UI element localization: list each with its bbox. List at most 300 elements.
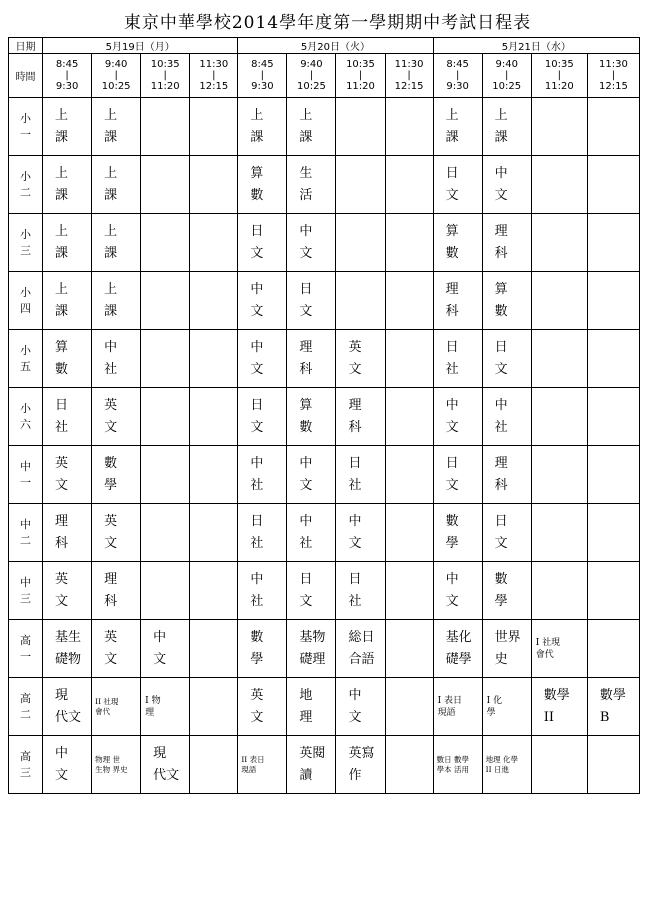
grade-row xyxy=(9,504,640,562)
period-mark: | xyxy=(358,70,363,81)
subject-line: 日 xyxy=(445,339,459,355)
subject-line: 社 xyxy=(348,593,362,609)
grade-row xyxy=(9,98,640,156)
grade-label-part: 一 xyxy=(20,476,32,489)
period-end: 9:30 xyxy=(55,81,79,92)
subject-line: 作 xyxy=(348,767,362,783)
subject-line: 物理 世 xyxy=(95,754,120,764)
grade-row xyxy=(9,620,640,678)
subject-cell xyxy=(433,272,482,330)
subject-cell xyxy=(141,388,190,446)
subject-cell xyxy=(141,330,190,388)
subject-line: 社 xyxy=(55,419,69,435)
time-label: 時間 xyxy=(9,54,43,98)
period-end: 11:20 xyxy=(346,81,375,92)
subject-cell xyxy=(482,736,531,794)
subject-cell xyxy=(336,388,385,446)
subject-line: 基生 xyxy=(55,629,82,645)
subject-line: II 日進 xyxy=(485,764,509,774)
grade-label xyxy=(9,678,43,736)
subject-cell xyxy=(482,620,531,678)
subject-cell xyxy=(141,156,190,214)
period-end: 12:15 xyxy=(199,81,229,92)
subject-cell xyxy=(141,446,190,504)
subject-line: 數 xyxy=(445,513,459,529)
subject-line: 文 xyxy=(250,419,264,435)
subject-cell xyxy=(433,156,482,214)
subject-line: 數 xyxy=(445,245,459,261)
subject-line: 文 xyxy=(445,477,459,493)
subject-cell xyxy=(43,214,92,272)
period-mark: | xyxy=(611,70,616,81)
subject-line: 総日 xyxy=(348,629,375,645)
subject-cell xyxy=(92,388,141,446)
subject-line: II xyxy=(543,709,555,725)
subject-cell xyxy=(141,98,190,156)
subject-line: 社 xyxy=(250,535,264,551)
subject-cell xyxy=(92,504,141,562)
subject-line: 理 xyxy=(55,513,69,529)
subject-cell xyxy=(141,620,190,678)
subject-line: 文 xyxy=(250,361,264,377)
subject-line: 文 xyxy=(55,477,69,493)
subject-cell xyxy=(141,504,190,562)
subject-cell xyxy=(433,214,482,272)
subject-cell xyxy=(587,446,639,504)
grade-label-part: 六 xyxy=(20,418,32,431)
grade-label-part: 二 xyxy=(20,186,32,199)
subject-line: 上 xyxy=(55,223,69,239)
subject-line: 現 xyxy=(55,687,69,703)
subject-line: 課 xyxy=(445,129,459,145)
subject-line: 英閱 xyxy=(299,745,326,761)
subject-cell xyxy=(92,678,141,736)
subject-cell xyxy=(190,98,238,156)
subject-cell xyxy=(190,504,238,562)
subject-line: 英 xyxy=(104,629,118,645)
subject-line: 科 xyxy=(299,361,313,377)
subject-cell xyxy=(43,272,92,330)
subject-cell xyxy=(385,504,433,562)
subject-line: 日 xyxy=(55,397,69,413)
subject-line: 上 xyxy=(445,107,459,123)
period-end: 11:20 xyxy=(544,81,574,92)
period-mark: | xyxy=(455,70,460,81)
period-mark: | xyxy=(557,70,561,81)
subject-line: 理 xyxy=(445,281,459,297)
grade-label-part: 三 xyxy=(20,244,32,257)
subject-line: 學 xyxy=(494,593,508,609)
grade-label xyxy=(9,330,43,388)
subject-line: 文 xyxy=(104,535,118,551)
subject-line: 中 xyxy=(445,397,459,413)
subject-line: 科 xyxy=(348,419,362,435)
period-time xyxy=(482,54,531,98)
subject-cell xyxy=(531,562,587,620)
subject-line: 日 xyxy=(348,455,362,471)
subject-line: 英寫 xyxy=(348,745,375,761)
subject-line: 合語 xyxy=(348,651,375,667)
subject-line: 史 xyxy=(494,651,508,667)
subject-cell xyxy=(43,562,92,620)
period-start: 9:40 xyxy=(495,59,518,70)
subject-cell xyxy=(433,620,482,678)
grade-label-part: 五 xyxy=(20,360,32,373)
schedule-table xyxy=(8,37,640,794)
subject-cell xyxy=(287,504,336,562)
grade-label-part: 中 xyxy=(20,576,32,589)
subject-cell xyxy=(336,446,385,504)
subject-cell xyxy=(287,562,336,620)
subject-cell xyxy=(385,446,433,504)
subject-line: 理 xyxy=(104,571,118,587)
subject-cell xyxy=(433,562,482,620)
subject-cell xyxy=(385,736,433,794)
schedule-table-wrapper xyxy=(8,37,640,794)
subject-cell xyxy=(238,156,287,214)
subject-cell xyxy=(433,330,482,388)
subject-cell xyxy=(385,330,433,388)
subject-line: 會代 xyxy=(535,649,554,660)
grade-label xyxy=(9,156,43,214)
subject-line: 學 xyxy=(486,707,496,718)
grade-label-part: 中 xyxy=(20,460,32,473)
subject-cell xyxy=(92,272,141,330)
grade-label-part: 小 xyxy=(20,170,32,183)
subject-cell xyxy=(587,620,639,678)
period-time xyxy=(433,54,482,98)
period-time xyxy=(287,54,336,98)
grade-label-part: 四 xyxy=(20,302,32,315)
subject-cell xyxy=(433,446,482,504)
subject-cell xyxy=(238,678,287,736)
subject-line: 英 xyxy=(348,339,362,355)
subject-line: 文 xyxy=(250,303,264,319)
subject-line: 中 xyxy=(348,513,362,529)
subject-line: 日 xyxy=(445,455,459,471)
subject-cell xyxy=(385,98,433,156)
subject-line: 日 xyxy=(299,281,313,297)
subject-line: 課 xyxy=(104,303,118,319)
period-end: 10:25 xyxy=(101,81,131,92)
subject-cell xyxy=(336,156,385,214)
subject-line: 理 xyxy=(299,709,313,725)
grade-label-part: 二 xyxy=(20,534,32,547)
subject-line: 社 xyxy=(494,419,508,435)
subject-line: 社 xyxy=(299,535,313,551)
subject-line: 算 xyxy=(445,223,459,239)
subject-cell xyxy=(433,388,482,446)
period-start: 11:30 xyxy=(199,59,229,70)
period-time xyxy=(43,54,92,98)
subject-cell xyxy=(43,156,92,214)
subject-cell xyxy=(190,156,238,214)
period-mark: | xyxy=(505,70,509,81)
subject-cell xyxy=(238,562,287,620)
subject-line: 算 xyxy=(299,397,313,413)
subject-line: 中 xyxy=(299,513,313,529)
subject-cell xyxy=(92,446,141,504)
subject-cell xyxy=(287,446,336,504)
grade-label xyxy=(9,272,43,330)
subject-cell xyxy=(336,562,385,620)
subject-cell xyxy=(43,388,92,446)
subject-cell xyxy=(482,330,531,388)
subject-line: 文 xyxy=(445,593,459,609)
subject-cell xyxy=(482,272,531,330)
grade-row xyxy=(9,562,640,620)
subject-cell xyxy=(336,98,385,156)
subject-line: 學本 活用 xyxy=(436,764,469,774)
subject-line: 文 xyxy=(104,419,118,435)
subject-cell xyxy=(433,98,482,156)
subject-line: 理 xyxy=(348,397,362,413)
day-header: 5月19日（月） xyxy=(43,38,238,54)
subject-cell xyxy=(531,272,587,330)
subject-line: 中 xyxy=(250,339,264,355)
period-time xyxy=(190,54,238,98)
subject-line: 課 xyxy=(55,245,69,261)
subject-line: 文 xyxy=(348,361,362,377)
subject-line: 科 xyxy=(55,535,69,551)
subject-cell xyxy=(531,736,587,794)
subject-cell xyxy=(92,562,141,620)
subject-cell xyxy=(92,214,141,272)
subject-cell xyxy=(531,620,587,678)
grade-label-part: 二 xyxy=(20,708,32,721)
period-start: 10:35 xyxy=(346,59,375,70)
period-time xyxy=(92,54,141,98)
subject-line: 課 xyxy=(299,129,313,145)
subject-line: 數 xyxy=(250,187,264,203)
grade-row xyxy=(9,214,640,272)
subject-line: 英 xyxy=(55,455,69,471)
subject-cell xyxy=(385,620,433,678)
subject-cell xyxy=(531,156,587,214)
subject-cell xyxy=(141,736,190,794)
subject-cell xyxy=(385,272,433,330)
subject-cell xyxy=(482,98,531,156)
grade-label-part: 一 xyxy=(20,128,32,141)
period-mark: | xyxy=(309,70,314,81)
subject-line: 理 xyxy=(299,339,313,355)
subject-cell xyxy=(433,736,482,794)
subject-cell xyxy=(587,156,639,214)
grade-label-part: 三 xyxy=(20,766,32,779)
subject-cell xyxy=(190,446,238,504)
subject-cell xyxy=(43,446,92,504)
subject-cell xyxy=(385,562,433,620)
subject-line: 文 xyxy=(348,709,362,725)
period-end: 11:20 xyxy=(150,81,180,92)
subject-line: 學 xyxy=(104,477,118,493)
subject-line: 代文 xyxy=(55,709,82,725)
subject-cell xyxy=(190,214,238,272)
subject-cell xyxy=(587,388,639,446)
period-start: 10:35 xyxy=(150,59,180,70)
subject-cell xyxy=(238,98,287,156)
subject-cell xyxy=(336,736,385,794)
subject-line: 中 xyxy=(104,339,118,355)
subject-line: 社 xyxy=(348,477,362,493)
day-header: 5月21日（水） xyxy=(433,38,639,54)
subject-line: 文 xyxy=(348,535,362,551)
grade-label xyxy=(9,736,43,794)
subject-line: 文 xyxy=(445,419,459,435)
period-mark: | xyxy=(163,70,167,81)
subject-cell xyxy=(238,736,287,794)
grade-label-part: 高 xyxy=(20,750,32,763)
subject-line: 文 xyxy=(153,651,167,667)
period-mark: | xyxy=(114,70,118,81)
subject-cell xyxy=(385,156,433,214)
subject-cell xyxy=(238,620,287,678)
period-end: 10:25 xyxy=(492,81,522,92)
subject-line: 上 xyxy=(299,107,313,123)
subject-line: 現語 xyxy=(437,707,456,718)
subject-line: 生 xyxy=(299,165,313,181)
subject-line: 礎學 xyxy=(445,651,472,667)
subject-line: 上 xyxy=(494,107,508,123)
subject-cell xyxy=(482,504,531,562)
subject-cell xyxy=(238,214,287,272)
subject-cell xyxy=(190,620,238,678)
subject-line: 上 xyxy=(55,107,69,123)
subject-line: 英 xyxy=(250,687,264,703)
subject-cell xyxy=(587,272,639,330)
period-start: 10:35 xyxy=(544,59,574,70)
subject-line: I 化 xyxy=(486,695,503,706)
subject-line: 文 xyxy=(250,709,264,725)
subject-line: 算 xyxy=(55,339,69,355)
period-time xyxy=(531,54,587,98)
grade-label-part: 三 xyxy=(20,592,32,605)
subject-cell xyxy=(190,736,238,794)
grade-row xyxy=(9,156,640,214)
period-start: 8:45 xyxy=(446,59,469,70)
subject-line: 日 xyxy=(494,513,508,529)
subject-line: I 社現 xyxy=(535,637,561,648)
subject-line: 上 xyxy=(250,107,264,123)
subject-cell xyxy=(141,272,190,330)
subject-cell xyxy=(190,272,238,330)
subject-line: 文 xyxy=(494,535,508,551)
period-time xyxy=(587,54,639,98)
subject-cell xyxy=(433,504,482,562)
grade-label-part: 中 xyxy=(20,518,32,531)
grade-label-part: 高 xyxy=(20,692,32,705)
period-start: 11:30 xyxy=(598,59,628,70)
subject-cell xyxy=(531,504,587,562)
subject-line: 基物 xyxy=(299,629,326,645)
subject-line: 日 xyxy=(348,571,362,587)
subject-line: 數日 數學 xyxy=(436,754,469,764)
period-mark: | xyxy=(260,70,265,81)
subject-cell xyxy=(238,446,287,504)
subject-cell xyxy=(336,272,385,330)
subject-line: 世界 xyxy=(494,629,521,645)
subject-line: 課 xyxy=(250,129,264,145)
subject-cell xyxy=(92,620,141,678)
subject-line: 上 xyxy=(104,107,118,123)
period-end: 9:30 xyxy=(446,81,469,92)
subject-line: B xyxy=(599,709,610,725)
period-mark: | xyxy=(65,70,69,81)
subject-line: 上 xyxy=(104,165,118,181)
period-end: 9:30 xyxy=(251,81,274,92)
subject-line: 上 xyxy=(55,281,69,297)
subject-cell xyxy=(433,678,482,736)
subject-line: 社 xyxy=(104,361,118,377)
subject-line: 中 xyxy=(55,745,69,761)
period-end: 12:15 xyxy=(394,81,424,92)
subject-line: 課 xyxy=(55,303,69,319)
subject-line: 中 xyxy=(299,455,313,471)
subject-cell xyxy=(531,98,587,156)
subject-cell xyxy=(287,620,336,678)
subject-line: 文 xyxy=(299,303,313,319)
subject-line: 課 xyxy=(55,129,69,145)
subject-line: 中 xyxy=(153,629,167,645)
subject-line: 學 xyxy=(445,535,459,551)
subject-cell xyxy=(238,330,287,388)
subject-cell xyxy=(336,504,385,562)
subject-cell xyxy=(336,214,385,272)
subject-cell xyxy=(587,98,639,156)
subject-line: 文 xyxy=(299,593,313,609)
subject-line: 科 xyxy=(494,245,508,261)
subject-cell xyxy=(385,214,433,272)
subject-line: 文 xyxy=(445,187,459,203)
subject-line: 現語 xyxy=(241,764,257,774)
subject-line: 讀 xyxy=(299,767,313,783)
grade-label xyxy=(9,98,43,156)
subject-cell xyxy=(531,388,587,446)
subject-cell xyxy=(587,214,639,272)
subject-cell xyxy=(141,214,190,272)
subject-cell xyxy=(238,272,287,330)
subject-line: 文 xyxy=(494,361,508,377)
grade-label-part: 小 xyxy=(20,112,32,125)
subject-line: 中 xyxy=(494,397,508,413)
subject-cell xyxy=(287,98,336,156)
subject-line: 理 xyxy=(494,223,508,239)
subject-line: II 社現 xyxy=(95,696,119,706)
subject-cell xyxy=(238,388,287,446)
subject-cell xyxy=(482,214,531,272)
subject-cell xyxy=(43,678,92,736)
subject-cell xyxy=(482,446,531,504)
subject-line: 數 xyxy=(299,419,313,435)
subject-cell xyxy=(482,562,531,620)
subject-cell xyxy=(43,504,92,562)
grade-row xyxy=(9,272,640,330)
subject-line: 英 xyxy=(55,571,69,587)
subject-cell xyxy=(482,156,531,214)
subject-line: 科 xyxy=(445,303,459,319)
subject-cell xyxy=(587,504,639,562)
subject-cell xyxy=(482,678,531,736)
subject-line: 代文 xyxy=(153,767,180,783)
subject-cell xyxy=(92,736,141,794)
subject-line: 算 xyxy=(250,165,264,181)
subject-line: 英 xyxy=(104,513,118,529)
subject-line: 社 xyxy=(250,593,264,609)
grade-row xyxy=(9,678,640,736)
subject-cell xyxy=(287,272,336,330)
subject-line: 中 xyxy=(299,223,313,239)
subject-line: 科 xyxy=(494,477,508,493)
